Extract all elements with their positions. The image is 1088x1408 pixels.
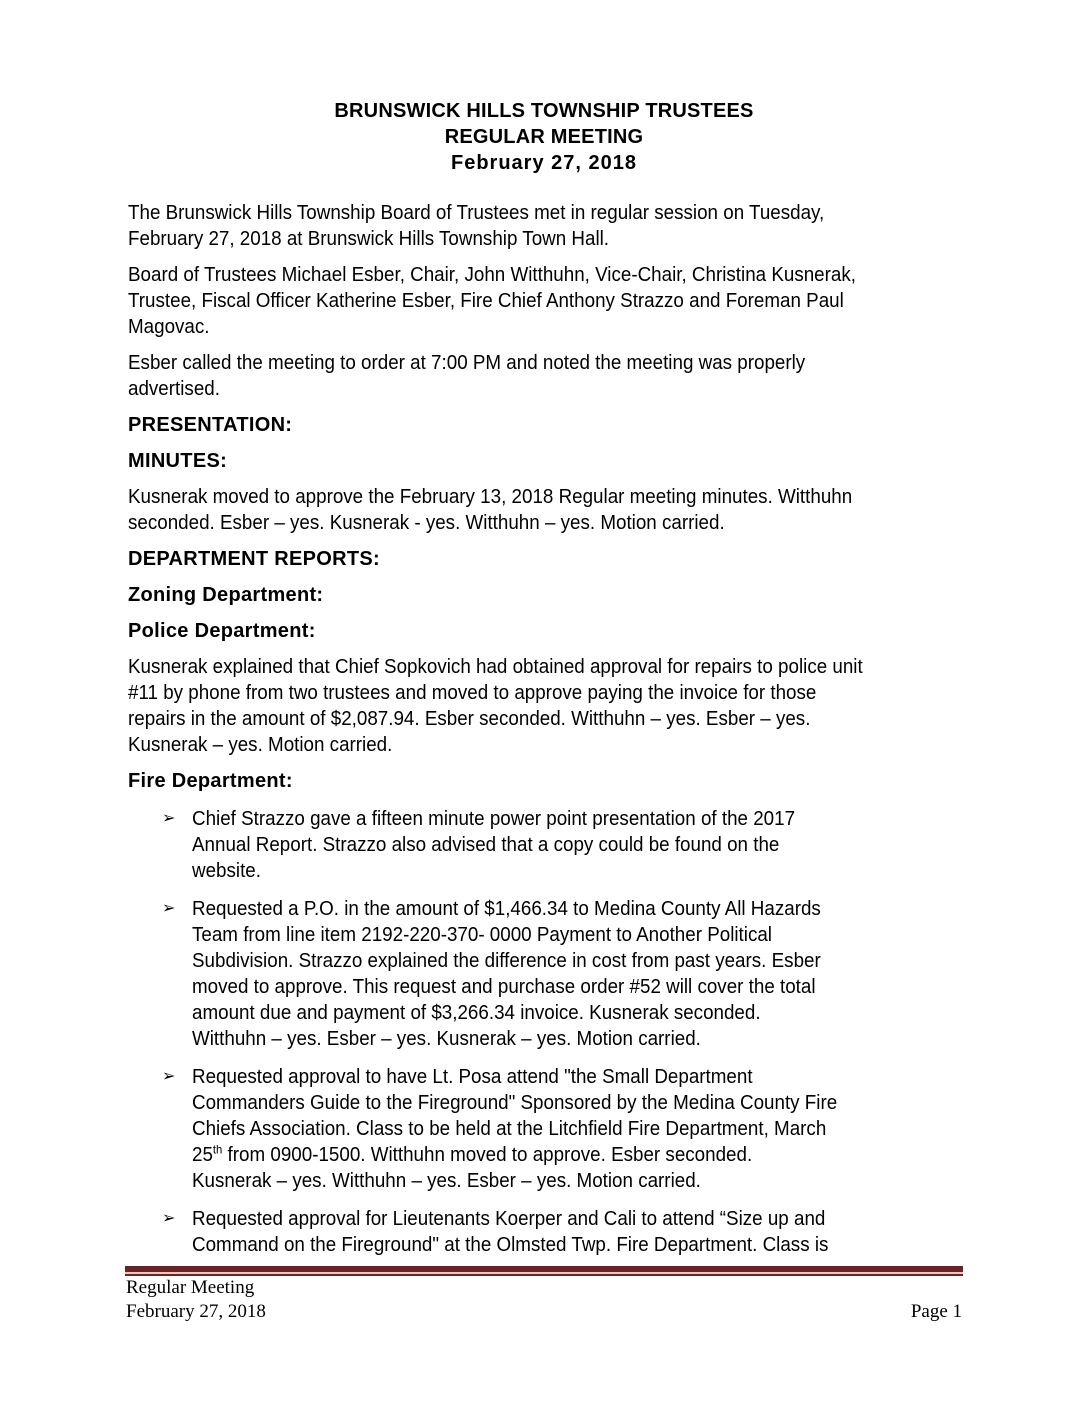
text-line: Chief Strazzo gave a fifteen minute power point presentation of the 2017: [192, 808, 796, 830]
page-footer: [126, 1276, 962, 1324]
bullet-text: [192, 1206, 921, 1258]
arrowhead-bullet-icon: ➢: [162, 810, 176, 827]
text-line: Command on the Fireground" at the Olmsted Twp. Fire Department. Class is: [192, 1234, 829, 1256]
text-line: Annual Report. Strazzo also advised that a copy could be found on the: [192, 834, 780, 856]
text-line: #11 by phone from two trustees and moved to approve paying the invoice for those: [128, 682, 817, 704]
bullet-text: [192, 1064, 921, 1194]
document-title: [0, 98, 1088, 176]
fire-bullet-item: [128, 806, 968, 884]
text-line: Chiefs Association. Class to be held at the Litchfield Fire Department, March: [192, 1118, 827, 1140]
bullet-text: [192, 896, 921, 1052]
fire-heading: Fire Department:: [128, 770, 293, 792]
ordinal-suffix: th: [212, 1142, 223, 1157]
text-line: [192, 1142, 921, 1168]
text-line: The Brunswick Hills Township Board of Trustees met in regular session on Tuesday,: [128, 202, 825, 224]
fire-bullet-item: [128, 896, 968, 1052]
text-line: moved to approve. This request and purchase order #52 will cover the total: [192, 976, 816, 998]
text-line: Kusnerak explained that Chief Sopkovich had obtained approval for repairs to police unit: [128, 656, 863, 678]
minutes-heading: MINUTES:: [128, 450, 228, 472]
zoning-heading: Zoning Department:: [128, 584, 324, 606]
session-paragraph: [128, 200, 918, 252]
text-line: Esber called the meeting to order at 7:00 PM and noted the meeting was properly: [128, 352, 806, 374]
page-number: Page 1: [910, 1301, 962, 1322]
text-line: repairs in the amount of $2,087.94. Esber seconded. Witthuhn – yes. Esber – yes.: [128, 708, 811, 730]
text-line: February 27, 2018 at Brunswick Hills Township Town Hall.: [128, 228, 610, 250]
footer-divider: [125, 1266, 963, 1276]
text-line: Requested a P.O. in the amount of $1,466.34 to Medina County All Hazards: [192, 898, 821, 920]
presentation-heading: PRESENTATION:: [128, 414, 293, 436]
footer-meeting-type: Regular Meeting: [126, 1277, 255, 1298]
title-meeting-type: REGULAR MEETING: [444, 126, 644, 148]
text-line: Trustee, Fiscal Officer Katherine Esber, Fire Chief Anthony Strazzo and Foreman Paul: [128, 290, 844, 312]
text-line: Kusnerak – yes. Witthuhn – yes. Esber – yes. Motion carried.: [192, 1170, 701, 1192]
title-date: February 27, 2018: [451, 152, 637, 174]
date-day: 25: [192, 1144, 213, 1166]
text-line: amount due and payment of $3,266.34 invoice. Kusnerak seconded.: [192, 1002, 761, 1024]
text-line: Kusnerak – yes. Motion carried.: [128, 734, 393, 756]
text-line: Commanders Guide to the Fireground" Sponsored by the Medina County Fire: [192, 1092, 838, 1114]
text-line: Requested approval for Lieutenants Koerper and Cali to attend “Size up and: [192, 1208, 826, 1230]
text-line: Kusnerak moved to approve the February 13, 2018 Regular meeting minutes. Witthuhn: [128, 486, 853, 508]
police-heading: Police Department:: [128, 620, 316, 642]
text-line: Requested approval to have Lt. Posa attend "the Small Department: [192, 1066, 753, 1088]
text-line: Witthuhn – yes. Esber – yes. Kusnerak – yes. Motion carried.: [192, 1028, 701, 1050]
text-line: Team from line item 2192-220-370- 0000 Payment to Another Political: [192, 924, 772, 946]
text-line: Subdivision. Strazzo explained the difference in cost from past years. Esber: [192, 950, 821, 972]
text-line: advertised.: [128, 378, 220, 400]
text-line: seconded. Esber – yes. Kusnerak - yes. Witthuhn – yes. Motion carried.: [128, 512, 725, 534]
document-body: [128, 200, 968, 1270]
minutes-paragraph: [128, 484, 918, 536]
title-organization: BRUNSWICK HILLS TOWNSHIP TRUSTEES: [334, 100, 754, 122]
fire-bullet-list: [128, 806, 968, 1258]
text-line: Magovac.: [128, 316, 210, 338]
attendees-paragraph: [128, 262, 918, 340]
arrowhead-bullet-icon: ➢: [162, 900, 176, 917]
arrowhead-bullet-icon: ➢: [162, 1068, 176, 1085]
fire-bullet-item: [128, 1206, 968, 1258]
department-reports-heading: DEPARTMENT REPORTS:: [128, 548, 380, 570]
fire-bullet-item: [128, 1064, 968, 1194]
arrowhead-bullet-icon: ➢: [162, 1210, 176, 1227]
text-fragment: from 0900-1500. Witthuhn moved to approve. Esber seconded.: [222, 1144, 753, 1166]
footer-date: February 27, 2018: [126, 1301, 266, 1322]
footer-meeting-info: [126, 1276, 962, 1324]
call-to-order-paragraph: [128, 350, 918, 402]
police-paragraph: [128, 654, 918, 758]
text-line: website.: [192, 860, 261, 882]
bullet-text: [192, 806, 921, 884]
text-line: Board of Trustees Michael Esber, Chair, John Witthuhn, Vice-Chair, Christina Kusnerak,: [128, 264, 856, 286]
